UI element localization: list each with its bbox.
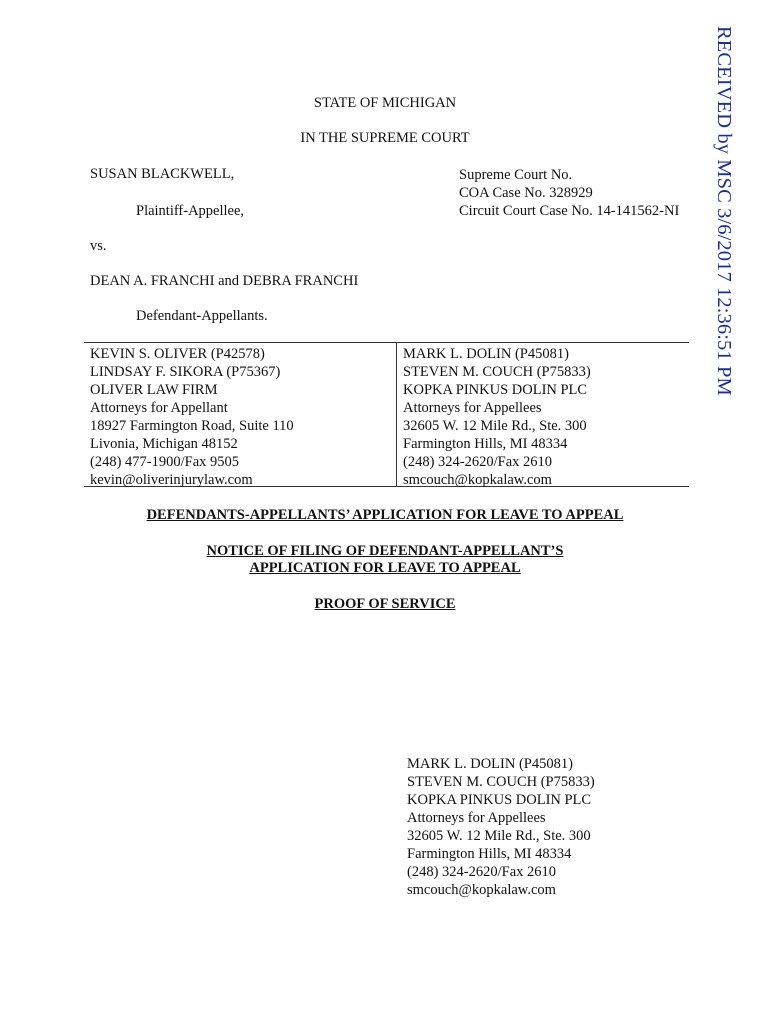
received-stamp: RECEIVED by MSC 3/6/2017 12:36:51 PM [713, 26, 735, 396]
appellant-email: kevin@oliverinjurylaw.com [90, 472, 253, 488]
appellee-firm: KOPKA PINKUS DOLIN PLC [403, 382, 588, 398]
signature-address: 32605 W. 12 Mile Rd., Ste. 300 [407, 828, 591, 844]
signature-phone: (248) 324-2620/Fax 2610 [407, 864, 557, 880]
signature-role: Attorneys for Appellees [407, 810, 546, 826]
appellee-counsel-block [403, 345, 591, 489]
plaintiff-name: SUSAN BLACKWELL, [90, 166, 235, 182]
appellee-attorney-2: STEVEN M. COUCH (P75833) [403, 364, 591, 380]
appellant-counsel-block [90, 345, 294, 489]
versus-label: vs. [90, 238, 107, 254]
signature-firm: KOPKA PINKUS DOLIN PLC [407, 792, 592, 808]
signature-email: smcouch@kopkalaw.com [407, 882, 556, 898]
appellant-address: 18927 Farmington Road, Suite 110 [90, 418, 294, 434]
signature-block [407, 755, 595, 899]
appellee-city: Farmington Hills, MI 48334 [403, 436, 568, 452]
application-title: DEFENDANTS-APPELLANTS’ APPLICATION FOR LEAVE TO APPEAL [146, 507, 624, 523]
circuit-court-case-number: Circuit Court Case No. 14-141562-NI [459, 203, 680, 219]
appellee-role: Attorneys for Appellees [403, 400, 542, 416]
defendant-role: Defendant-Appellants. [136, 308, 268, 324]
counsel-top-rule [84, 342, 689, 343]
appellant-attorney-2: LINDSAY F. SIKORA (P75367) [90, 364, 281, 380]
notice-title-line-2: APPLICATION FOR LEAVE TO APPEAL [249, 560, 521, 576]
appellant-attorney-1: KEVIN S. OLIVER (P42578) [90, 346, 265, 362]
appellee-phone: (248) 324-2620/Fax 2610 [403, 454, 553, 470]
signature-city: Farmington Hills, MI 48334 [407, 846, 572, 862]
plaintiff-role: Plaintiff-Appellee, [136, 203, 245, 219]
counsel-divider [396, 343, 397, 486]
appellee-address: 32605 W. 12 Mile Rd., Ste. 300 [403, 418, 587, 434]
appellant-city: Livonia, Michigan 48152 [90, 436, 238, 452]
appellant-phone: (248) 477-1900/Fax 9505 [90, 454, 240, 470]
court-heading: IN THE SUPREME COURT [300, 130, 470, 146]
state-heading: STATE OF MICHIGAN [313, 95, 457, 111]
signature-attorney-1: MARK L. DOLIN (P45081) [407, 756, 573, 772]
case-numbers [459, 166, 679, 220]
appellant-firm: OLIVER LAW FIRM [90, 382, 218, 398]
defendant-names: DEAN A. FRANCHI and DEBRA FRANCHI [90, 273, 359, 289]
appellee-attorney-1: MARK L. DOLIN (P45081) [403, 346, 569, 362]
appellee-email: smcouch@kopkalaw.com [403, 472, 552, 488]
signature-attorney-2: STEVEN M. COUCH (P75833) [407, 774, 595, 790]
coa-case-number: COA Case No. 328929 [459, 185, 593, 201]
proof-of-service-title: PROOF OF SERVICE [314, 596, 456, 612]
appellant-role: Attorneys for Appellant [90, 400, 228, 416]
supreme-court-number: Supreme Court No. [459, 167, 573, 183]
notice-title-line-1: NOTICE OF FILING OF DEFENDANT-APPELLANT’S [206, 543, 564, 559]
